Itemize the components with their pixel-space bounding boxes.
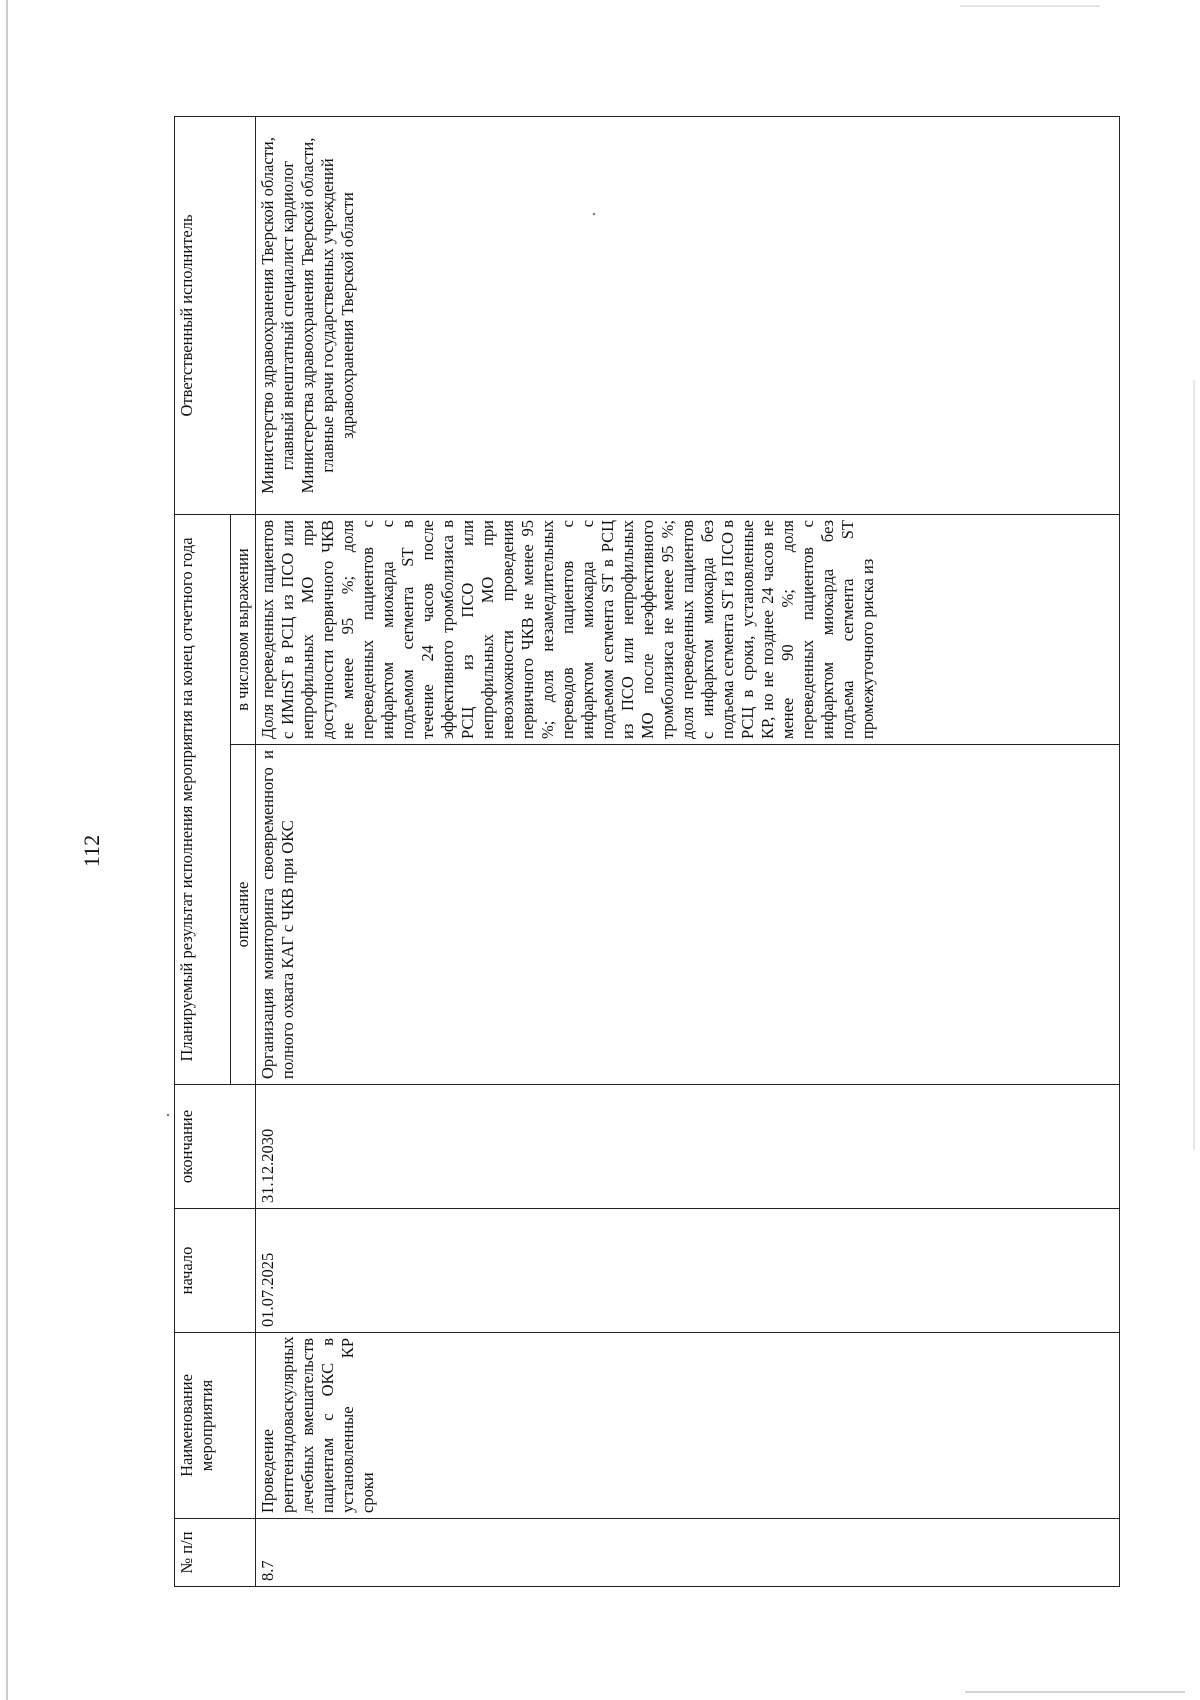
header-num: № п/п xyxy=(175,1519,256,1587)
header-responsible: Ответственный исполнитель xyxy=(175,116,256,514)
cell-responsible: Министерство здравоохранения Тверской области, главный внештатный специалист кардиолог Министерства здравоохранения Тверской области, главные врачи государственных учреждений здравоохранения Тверской области xyxy=(256,116,1120,514)
header-description: описание xyxy=(231,745,256,1085)
cell-start: 01.07.2025 xyxy=(256,1209,1120,1333)
rotated-page-content xyxy=(174,117,1120,1587)
header-end: окончание xyxy=(175,1085,256,1209)
cell-numeric: Доля переведенных пациентов с ИМпST в РСЦ из ПСО или непрофильных МО при доступности первичного ЧКВ не менее 95 %; доля переведенных пациентов с инфарктом миокарда с подъемом сегмента ST в течение 24 часов после эффективного тромболизиса в РСЦ из ПСО или непрофильных МО при невозможности проведения первичного ЧКВ не менее 95 %; доля незамедлительных переводов пациентов с инфарктом миокарда с подъемом сегмента ST в РСЦ из ПСО или непрофильных МО после неэффективного тромболизиса не менее 95 %; доля переведенных пациентов с инфарктом миокарда без подъема сегмента ST из ПСО в РСЦ в сроки, установленные КР, но не позднее 24 часов не менее 90 %; доля переведенных пациентов с инфарктом миокарда без подъема сегмента ST промежуточного риска из xyxy=(256,514,1120,744)
header-name: Наименование мероприятия xyxy=(175,1333,256,1519)
activities-table xyxy=(174,116,1120,1587)
cell-end: 31.12.2030 xyxy=(256,1085,1120,1209)
header-result: Планируемый результат исполнения мероприятия на конец отчетного года xyxy=(175,514,231,1084)
header-start: начало xyxy=(175,1209,256,1333)
table-row xyxy=(256,116,1120,1586)
header-numeric: в числовом выражении xyxy=(231,514,256,744)
cell-num: 8.7 xyxy=(256,1519,1120,1587)
cell-name: Проведение рентгенэндоваскулярных лечебных вмешательств пациентам с ОКС в установленные КР сроки xyxy=(256,1333,1120,1519)
page-number: 112 xyxy=(79,834,104,868)
table-header-row xyxy=(175,116,231,1586)
cell-description: Организация мониторинга своевременного и полного охвата КАГ с ЧКВ при ОКС xyxy=(256,745,1120,1085)
